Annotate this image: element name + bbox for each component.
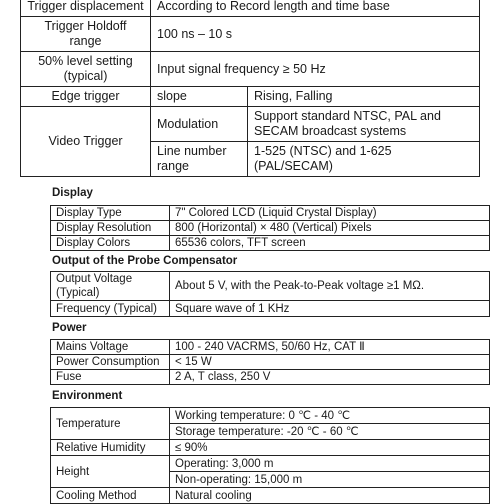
level-setting-label: 50% level setting (typical) xyxy=(21,52,151,87)
table-row xyxy=(51,206,490,221)
table-row xyxy=(51,488,490,504)
table-row xyxy=(21,107,480,142)
temperature-working: Working temperature: 0 ℃ - 40 ℃ xyxy=(170,408,490,424)
row-key: Fuse xyxy=(51,370,170,385)
height-label: Height xyxy=(51,456,170,488)
level-setting-value: Input signal frequency ≥ 50 Hz xyxy=(151,52,480,87)
video-modulation-param: Modulation xyxy=(151,107,248,142)
table-row xyxy=(21,0,480,17)
height-operating: Operating: 3,000 m xyxy=(170,456,490,472)
row-key: Output Voltage (Typical) xyxy=(51,272,170,301)
row-key: Display Colors xyxy=(51,236,170,251)
trigger-displacement-label: Trigger displacement xyxy=(21,0,151,17)
cooling-label: Cooling Method xyxy=(51,488,170,504)
cooling-value: Natural cooling xyxy=(170,488,490,504)
row-value: 100 - 240 VACRMS, 50/60 Hz, CAT Ⅱ xyxy=(170,340,490,355)
edge-slope-param: slope xyxy=(151,87,248,107)
height-nonoperating: Non-operating: 15,000 m xyxy=(170,472,490,488)
row-value: < 15 W xyxy=(170,355,490,370)
table-row xyxy=(21,17,480,52)
table-row xyxy=(21,52,480,87)
table-row xyxy=(51,355,490,370)
probe-spec-table xyxy=(50,271,490,317)
row-key: Display Type xyxy=(51,206,170,221)
humidity-value: ≤ 90% xyxy=(170,440,490,456)
row-value: 800 (Horizontal) × 480 (Vertical) Pixels xyxy=(170,221,490,236)
temperature-storage: Storage temperature: -20 ℃ - 60 ℃ xyxy=(170,424,490,440)
row-value: 2 A, T class, 250 V xyxy=(170,370,490,385)
row-value: About 5 V, with the Peak-to-Peak voltage ≥1 MΩ. xyxy=(170,272,490,301)
table-row xyxy=(51,370,490,385)
trigger-spec-table xyxy=(20,0,480,177)
probe-section-title: Output of the Probe Compensator xyxy=(52,255,238,267)
display-spec-table xyxy=(50,205,490,251)
power-spec-table xyxy=(50,339,490,385)
row-key: Display Resolution xyxy=(51,221,170,236)
edge-trigger-label: Edge trigger xyxy=(21,87,151,107)
video-modulation-value: Support standard NTSC, PAL and SECAM broadcast systems xyxy=(248,107,480,142)
humidity-label: Relative Humidity xyxy=(51,440,170,456)
temperature-label: Temperature xyxy=(51,408,170,440)
video-trigger-label: Video Trigger xyxy=(21,107,151,177)
table-row xyxy=(51,456,490,472)
trigger-displacement-value: According to Record length and time base xyxy=(151,0,480,17)
display-section-title: Display xyxy=(52,187,93,199)
row-key: Frequency (Typical) xyxy=(51,301,170,317)
table-row xyxy=(51,440,490,456)
table-row xyxy=(51,236,490,251)
table-row xyxy=(21,87,480,107)
table-row xyxy=(51,340,490,355)
table-row xyxy=(51,221,490,236)
video-line-value: 1-525 (NTSC) and 1-625 (PAL/SECAM) xyxy=(248,142,480,177)
edge-slope-value: Rising, Falling xyxy=(248,87,480,107)
row-key: Mains Voltage xyxy=(51,340,170,355)
row-key: Power Consumption xyxy=(51,355,170,370)
table-row xyxy=(51,301,490,317)
trigger-holdoff-label: Trigger Holdoff range xyxy=(21,17,151,52)
row-value: Square wave of 1 KHz xyxy=(170,301,490,317)
row-value: 7" Colored LCD (Liquid Crystal Display) xyxy=(170,206,490,221)
power-section-title: Power xyxy=(52,322,87,334)
environment-section-title: Environment xyxy=(52,390,123,402)
row-value: 65536 colors, TFT screen xyxy=(170,236,490,251)
table-row xyxy=(51,408,490,424)
table-row xyxy=(51,272,490,301)
trigger-holdoff-value: 100 ns – 10 s xyxy=(151,17,480,52)
video-line-param: Line number range xyxy=(151,142,248,177)
environment-spec-table xyxy=(50,407,490,504)
